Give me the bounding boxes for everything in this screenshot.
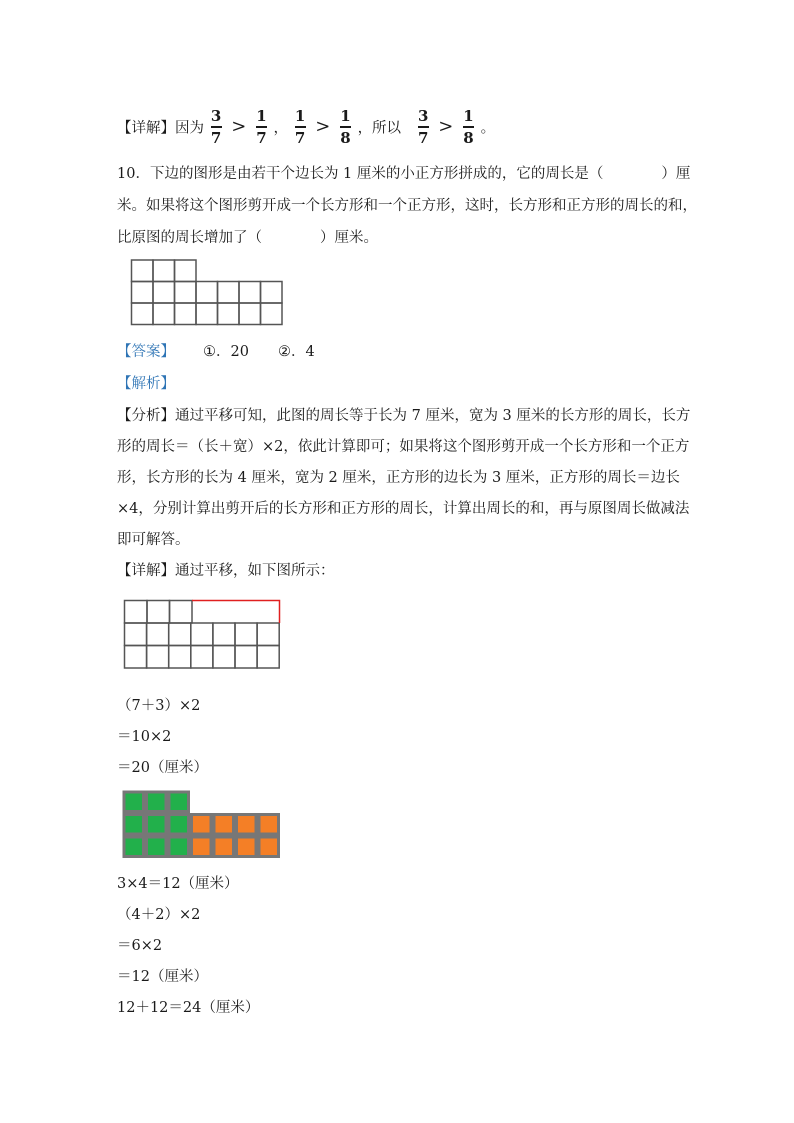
analysis-label: 【解析】 [117,376,175,392]
grid-cell [126,839,143,856]
so-text: ，所以 [357,120,402,137]
analysis-line-5: 即可解答。 [117,532,190,548]
grid-cell [125,623,147,646]
grid-cell [257,646,279,669]
original-shape-figure [130,259,284,327]
calc-line-8: 12＋12＝24（厘米） [117,1000,260,1016]
detail-line-1 [117,108,495,146]
calc-line-2: ＝10×2 [117,729,172,745]
calc-line-6: ＝6×2 [117,938,163,954]
grid-cell [239,303,261,325]
grid-cell [125,646,147,669]
grid-cell [261,282,283,304]
analysis-line-3: 形，长方形的长为 4 厘米，宽为 2 厘米，正方形的边长为 3 厘米，正方形的周长＝边长 [117,470,680,486]
calc-line-5: （4＋2）×2 [117,907,201,923]
grid-cell [169,623,191,646]
fraction-1-8-a: $\frac{1}{8}$ [340,107,351,147]
detail-line-2: 【详解】通过平移，如下图所示： [117,563,335,579]
grid-cell [132,303,154,325]
grid-cell [175,303,197,325]
grid-cell [257,623,279,646]
red-translation-outline [192,601,280,624]
grid-cell [239,282,261,304]
grid-cell [196,282,218,304]
greater-sign: > [231,116,247,138]
answer-label: 【答案】 [117,344,175,360]
fraction-3-7-a: $\frac{3}{7}$ [210,107,222,147]
grid-cell [148,816,165,833]
fraction-3-7-b: $\frac{3}{7}$ [417,107,429,147]
grid-cell [175,282,197,304]
fraction-1-7-a: $\frac{1}{7}$ [256,107,267,147]
grid-cell [153,282,175,304]
grid-cell [171,794,188,811]
grid-cell [238,839,255,856]
grid-cell [216,839,233,856]
grid-cell [193,839,210,856]
grid-cell [191,623,213,646]
calc-line-3: ＝20（厘米） [117,760,208,776]
grid-cell [213,646,235,669]
grid-cell [261,816,278,833]
grid-cell [126,794,143,811]
greater-sign: > [315,116,331,138]
fraction-1-7-b: $\frac{1}{7}$ [294,107,306,147]
grid-cell [147,646,169,669]
greater-sign: > [438,116,454,138]
detail-label: 【详解】 [117,120,175,137]
fraction-1-8-b: $\frac{1}{8}$ [463,107,474,147]
grid-cell [193,816,210,833]
grid-cell [171,816,188,833]
grid-cell [218,303,240,325]
detail2-label: 【详解】 [117,563,175,579]
grid-cell [216,816,233,833]
answer-value: ①．20 ②．4 [203,344,315,360]
question-line-1: 10．下边的图形是由若干个边长为 1 厘米的小正方形拼成的，它的周长是（ ）厘 [117,166,691,182]
grid-cell [238,816,255,833]
grid-cell [148,839,165,856]
grid-cell [169,646,191,669]
detail-prefix: 因为 [175,120,204,137]
grid-cell [171,839,188,856]
analysis-line-4: ×4，分别计算出剪开后的长方形和正方形的周长，计算出周长的和，再与原图周长做减法 [117,501,690,517]
calc-line-1: （7＋3）×2 [117,698,201,714]
grid-cell [213,623,235,646]
grid-cell [196,303,218,325]
grid-cell [261,303,283,325]
grid-cell [261,839,278,856]
comma: ， [273,120,289,137]
grid-cell [235,646,257,669]
grid-cell [147,623,169,646]
translated-shape-figure [123,599,283,671]
grid-cell [235,623,257,646]
question-line-3: 比原图的周长增加了（ ）厘米。 [117,230,378,246]
period: 。 [480,120,496,137]
grid-cell [126,816,143,833]
grid-cell [191,646,213,669]
grid-cell [148,794,165,811]
calc-line-7: ＝12（厘米） [117,969,208,985]
question-line-2: 米。如果将这个图形剪开成一个长方形和一个正方形，这时，长方形和正方形的周长的和， [117,198,697,214]
analysis-line-2: 形的周长＝（长＋宽）×2，依此计算即可；如果将这个图形剪开成一个长方形和一个正方 [117,439,690,455]
grid-cell [132,282,154,304]
colored-split-figure [121,789,281,861]
fenxi-label: 【分析】 [117,408,175,424]
calc-line-4: 3×4＝12（厘米） [117,876,239,892]
analysis-line-1: 【分析】通过平移可知，此图的周长等于长为 7 厘米，宽为 3 厘米的长方形的周长，长方 [117,408,691,424]
grid-cell [153,303,175,325]
grid-cell [218,282,240,304]
